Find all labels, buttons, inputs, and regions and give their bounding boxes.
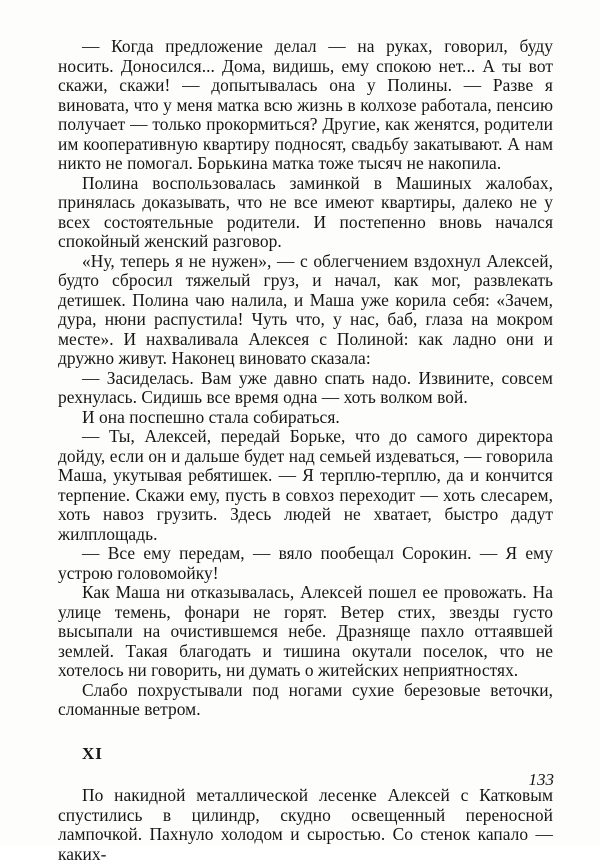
paragraph-3: «Ну, теперь я не нужен», — с облегчением вздохнул Алексей, будто сбросил тяжелый груз, и начал, как мог, развлекать детишек. Полина чаю налила, и Маша уже корила себя: «Зачем, дура, нюни распустила! Чуть что, у нас, баб, глаза на мокром месте». И нахваливала Алексея с Полиной: как ладно они и дружно живут. Наконец виновато сказала: xyxy=(58,250,553,368)
paragraph-7: — Все ему передам, — вяло пообещал Сорокин. — Я ему устрою головомойку! xyxy=(58,543,553,583)
paragraph-1: — Когда предложение делал — на руках, говорил, буду носить. Доносился... Дома, видишь, ему спокою нет... А ты вот скажи, скажи! — допытывалась она у Полины. — Разве я виновата, что у меня матка всю жизнь в колхозе работала, пенсию получает — только прокормиться? Другие, как женятся, родители им кооперативную квартиру подносят, свадьбу закатывают. А нам никто не помогал. Борькина матка тоже тысяч не накопила. xyxy=(58,36,553,173)
page-text xyxy=(58,37,553,864)
paragraph-4: — Засиделась. Вам уже давно спать надо. Извините, совсем рехнулась. Сидишь все время одна — хоть волком вой. xyxy=(58,367,553,407)
paragraph-6: — Ты, Алексей, передай Борьке, что до самого директора дойду, если он и дальше будет над семьей издеваться, — говорила Маша, укутывая ребятишек. — Я терплю-терплю, да и кончится терпение. Скажи ему, пусть в совхоз переходит — хоть слесарем, хоть навоз грузить. Здесь людей не хватает, быстро дадут жилплощадь. xyxy=(58,426,553,544)
page-number: 133 xyxy=(528,770,554,789)
paragraph-5: И она поспешно стала собираться. xyxy=(82,406,340,427)
chapter-heading: XI xyxy=(82,743,103,763)
paragraph-8: Как Маша ни отказывалась, Алексей пошел ее провожать. На улице темень, фонари не горят. Ветер стих, звезды густо высыпали на очистившемся небе. Дразняще пахло оттаявшей землей. Такая благодать и тишина окутали поселок, что не хотелось ни говорить, ни думать о житейских неприятностях. xyxy=(58,582,553,680)
paragraph-10: По накидной металлической лесенке Алексей с Катковым спустились в цилиндр, скудно освещенный переносной лампочкой. Пахнуло холодом и сыростью. Со стенок капало — каких- xyxy=(58,785,553,864)
paragraph-2: Полина воспользовалась заминкой в Машиных жалобах, принялась доказывать, что не все имеют квартиры, далеко не у всех состоятельные родители. И постепенно вновь начался спокойный женский разговор. xyxy=(58,172,553,251)
paragraph-9: Слабо похрустывали под ногами сухие березовые веточки, сломанные ветром. xyxy=(58,679,553,719)
